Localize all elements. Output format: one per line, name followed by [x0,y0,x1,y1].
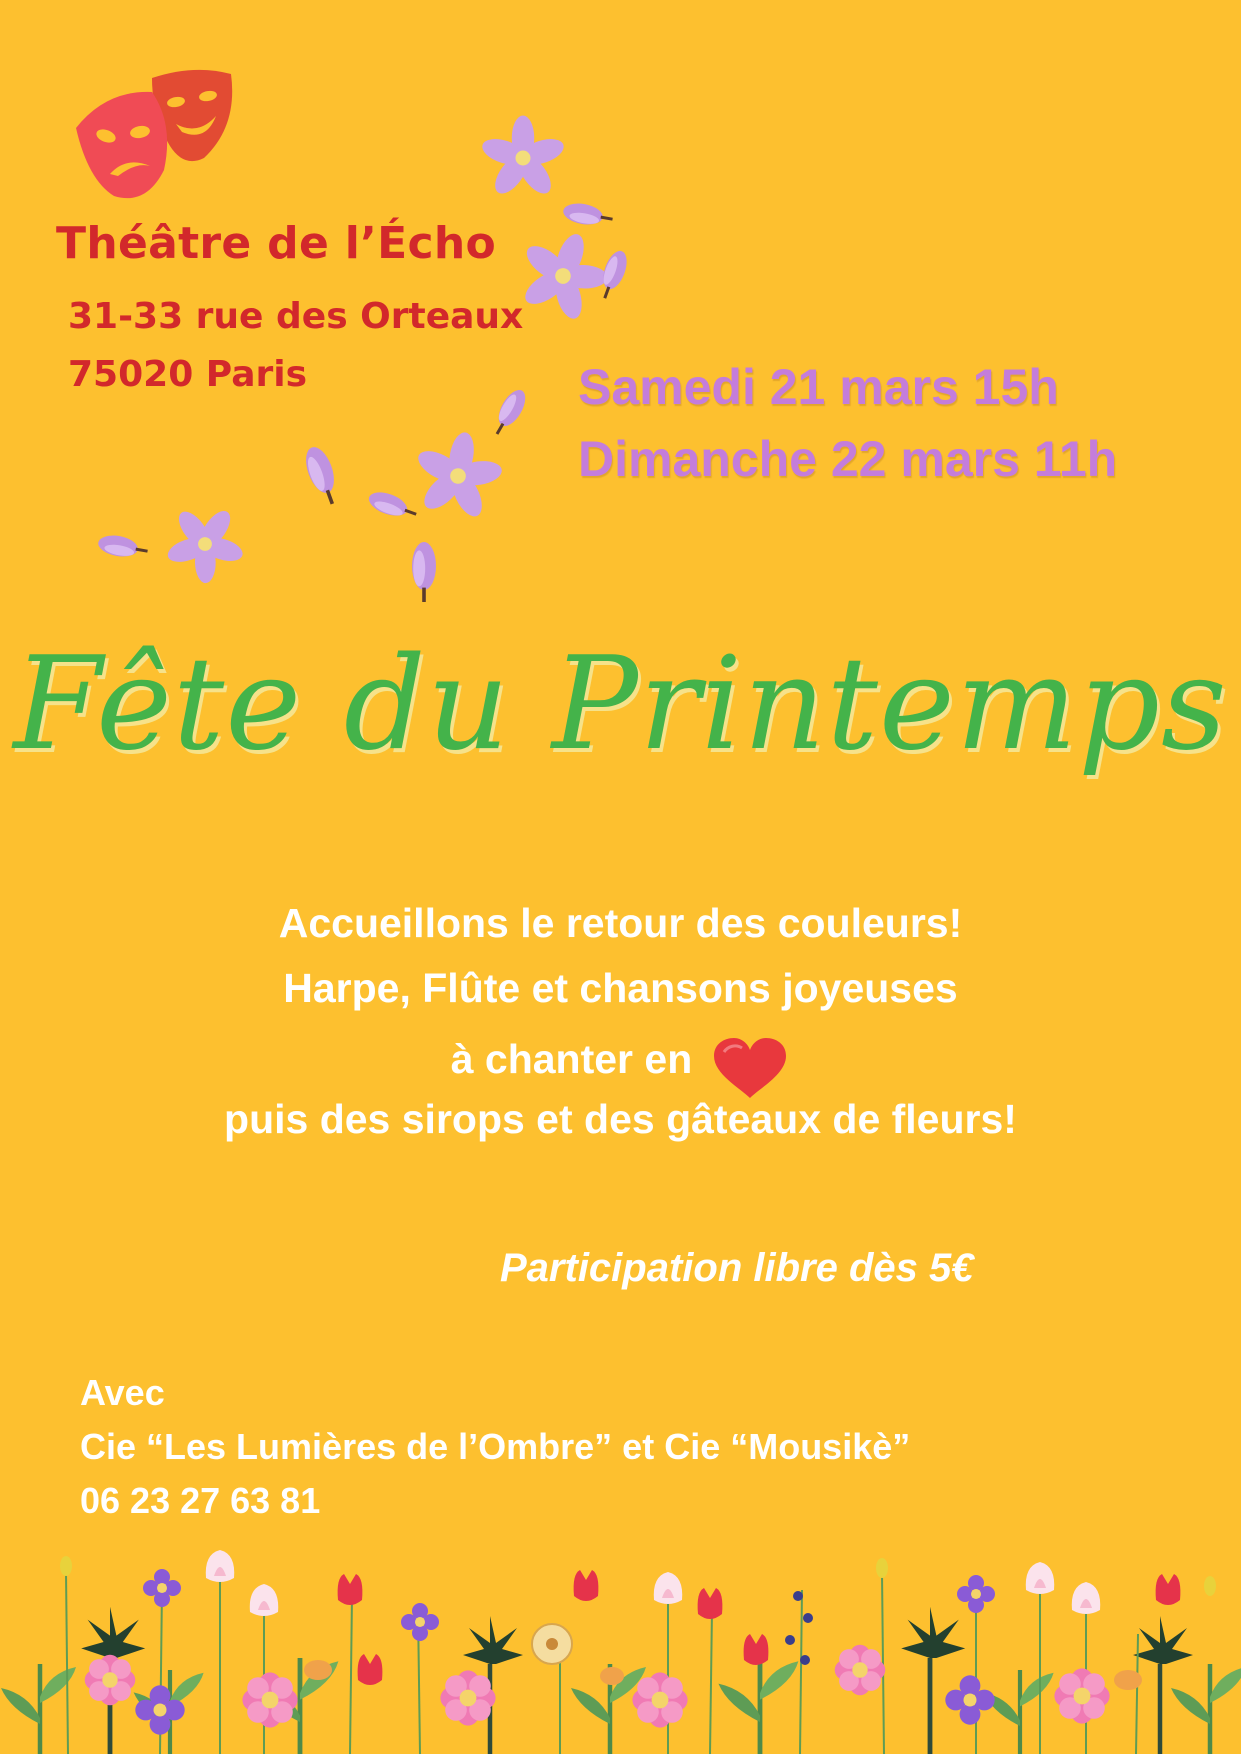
venue-address-street: 31-33 rue des Orteaux [68,296,524,337]
venue-address-city: 75020 Paris [68,354,308,395]
price-info: Participation libre dès 5€ [500,1246,974,1290]
event-date-saturday: Samedi 21 mars 15h [578,359,1059,415]
credits-intro: Avec [80,1372,165,1413]
theatre-masks-icon [66,66,246,206]
description-line-3-text: à chanter en [450,1035,693,1082]
description-line-1: Accueillons le retour des couleurs! [278,900,963,946]
description-line-4: puis des sirops et des gâteaux de fleurs! [224,1096,1017,1142]
description-line-2: Harpe, Flûte et chansons joyeuses [283,965,958,1011]
event-title: Fête du Printemps [13,630,1228,779]
wildflower-border-illustration [0,1530,1241,1754]
event-date-sunday: Dimanche 22 mars 11h [578,431,1118,487]
contact-phone: 06 23 27 63 81 [80,1480,321,1521]
description-line-3 [0,1030,1241,1094]
venue-name: Théâtre de l’Écho [56,218,497,269]
credits-companies: Cie “Les Lumières de l’Ombre” et Cie “Mousikè” [80,1426,911,1467]
heart-icon [710,1036,790,1100]
